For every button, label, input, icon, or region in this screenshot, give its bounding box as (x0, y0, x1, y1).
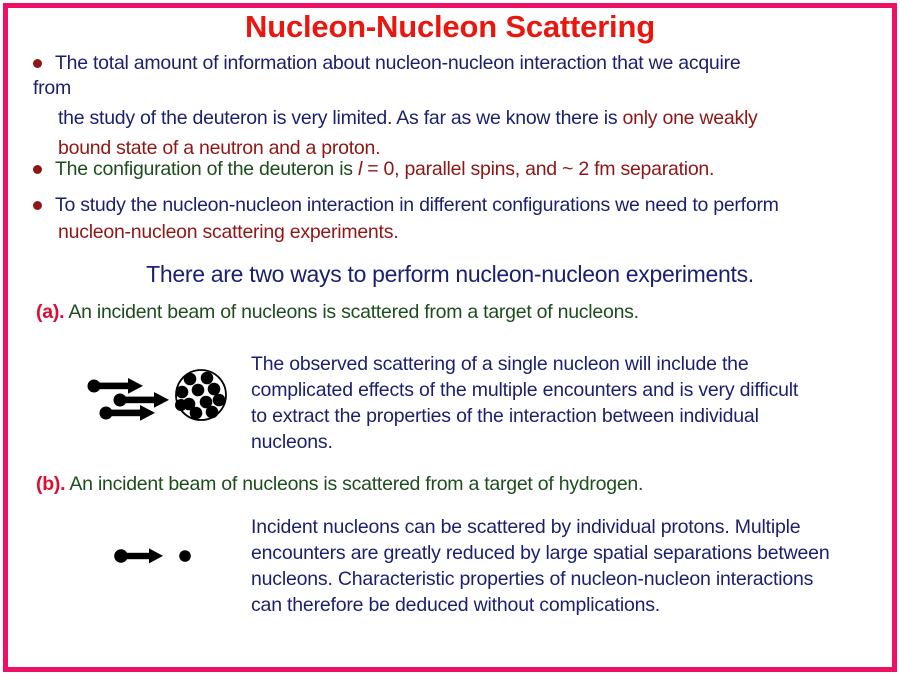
arrow-shaft-2 (120, 397, 158, 404)
diagram-single-arrow-into-proton (112, 544, 198, 568)
diagram-three-arrows-into-nucleus (86, 368, 231, 424)
incoming-nucleon-arrows (88, 378, 170, 421)
bullet-1-line-3-red: only one weakly (622, 107, 758, 129)
section-b-paragraph-line-2: encounters are greatly reduced by large spatial separations between (251, 542, 830, 564)
bullet-1-line-3 (58, 108, 758, 128)
arrow-head (149, 548, 163, 563)
target-nucleus (175, 370, 226, 420)
bullet-2-tail: = 0, parallel spins, and ~ 2 fm separation. (362, 158, 715, 180)
slide-border-frame (3, 3, 897, 672)
bullet-1-line-2: from (33, 77, 71, 99)
section-b-paragraph-line-3: nucleons. Characteristic properties of nucleon-nucleon interactions (251, 568, 814, 590)
bullet-marker-3 (33, 201, 42, 210)
section-b-paragraph (251, 514, 891, 618)
section-b-heading-row (36, 474, 643, 494)
arrow-shaft (121, 553, 153, 559)
bullet-3-line-1: To study the nucleon-nucleon interaction in different configurations we need to perform (55, 194, 779, 216)
bullet-2-lead: The configuration of the deuteron is (55, 158, 358, 180)
bullet-marker-1 (33, 59, 42, 68)
slide-title: Nucleon-Nucleon Scattering (245, 9, 655, 44)
section-b-heading: An incident beam of nucleons is scattered from a target of hydrogen. (69, 473, 644, 495)
section-b-paragraph-line-4: can therefore be deduced without complications. (251, 594, 661, 616)
section-a-heading: An incident beam of nucleons is scattered from a target of nucleons. (68, 301, 639, 323)
arrow-head-2 (154, 392, 169, 408)
bullet-1-line-3-navy: the study of the deuteron is very limited. As far as we know there is (58, 107, 623, 129)
section-a-paragraph-line-1: The observed scattering of a single nucleon will include the (251, 353, 749, 375)
bullet-3-line-2: nucleon-nucleon scattering experiments. (58, 221, 399, 243)
section-a-marker: (a). (36, 301, 65, 323)
section-b-paragraph-line-1: Incident nucleons can be scattered by individual protons. Multiple (251, 516, 801, 538)
bullet-1-line-1: The total amount of information about nucleon-nucleon interaction that we acquire (55, 52, 741, 74)
arrow-head-1 (128, 378, 143, 394)
bullet-1-line-4: bound state of a neutron and a proton. (58, 137, 381, 159)
bullet-2-line-1 (55, 159, 714, 179)
slide-content-area (8, 8, 892, 667)
section-a-paragraph-line-4: nucleons. (251, 431, 333, 453)
arrow-shaft-3 (106, 410, 144, 417)
section-a-heading-row (36, 302, 639, 322)
arrow-head-3 (140, 405, 155, 421)
bullet-2-italic-symbol: l (357, 158, 363, 180)
section-a-paragraph (251, 351, 881, 455)
arrow-shaft-1 (94, 383, 132, 390)
section-b-marker: (b). (36, 473, 66, 495)
target-proton-dot (179, 550, 191, 562)
subheading: There are two ways to perform nucleon-nucleon experiments. (146, 261, 754, 287)
bullet-marker-2 (33, 165, 42, 174)
section-a-paragraph-line-3: to extract the properties of the interaction between individual (251, 405, 759, 427)
section-a-paragraph-line-2: complicated effects of the multiple encounters and is very difficult (251, 379, 799, 401)
